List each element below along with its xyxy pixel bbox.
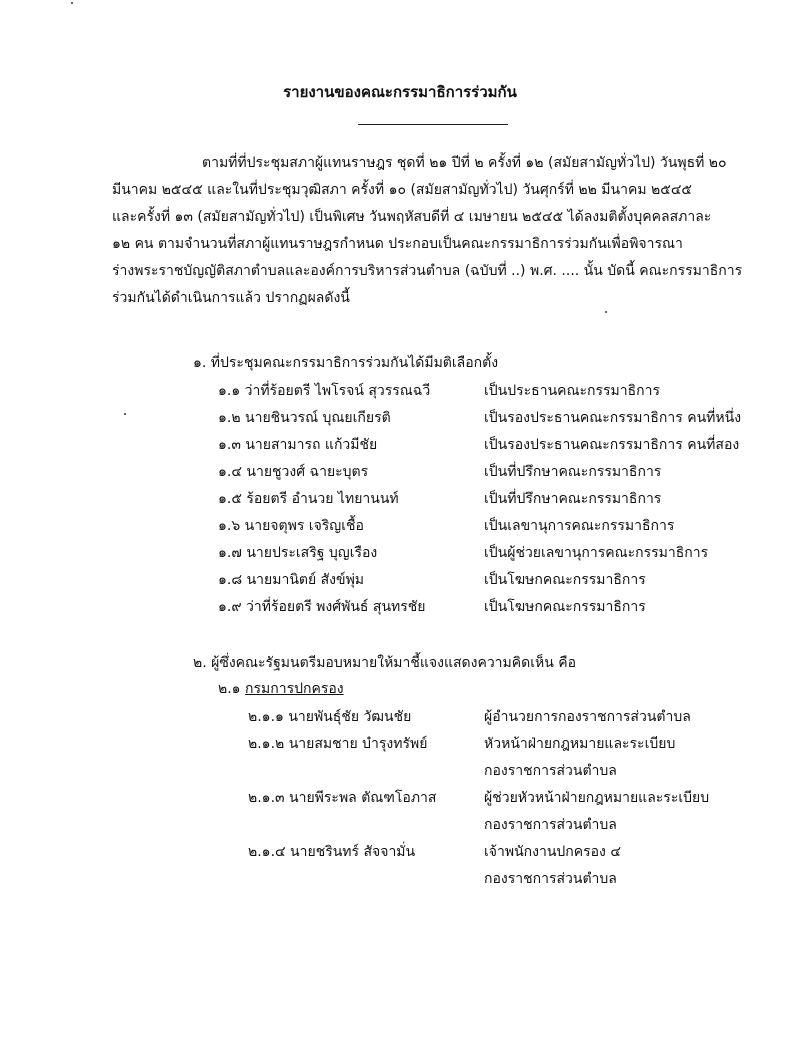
member-name: ๑.๔ นายชูวงศ์ ฉายะบุตร [218, 464, 369, 480]
official-position: กองราชการส่วนตำบล [484, 763, 617, 779]
member-role: เป็นโฆษกคณะกรรมาธิการ [484, 599, 646, 615]
official-position: ผู้อำนวยการกองราชการส่วนตำบล [484, 709, 691, 725]
official-position: หัวหน้าฝ่ายกฎหมายและระเบียบ [484, 736, 676, 752]
intro-line: ร่วมกันได้ดำเนินการแล้ว ปรากฏผลดังนี้ [112, 290, 350, 306]
member-role: เป็นที่ปรึกษาคณะกรรมาธิการ [484, 491, 662, 507]
section2-heading: ๒. ผู้ซึ่งคณะรัฐมนตรีมอบหมายให้มาชี้แจงแสดงความคิดเห็น คือ [193, 655, 577, 671]
intro-line: และครั้งที่ ๑๓ (สมัยสามัญทั่วไป) เป็นพิเศษ วันพฤหัสบดีที่ ๔ เมษายน ๒๕๔๕ ได้ลงมติตั้งบุคคลสภาละ [112, 209, 712, 225]
intro-line: ๑๒ คน ตามจำนวนที่สภาผู้แทนราษฎรกำหนด ประกอบเป็นคณะกรรมาธิการร่วมกันเพื่อพิจารณา [112, 236, 683, 252]
official-position: เจ้าพนักงานปกครอง ๔ [484, 844, 621, 860]
intro-line: ตามที่ที่ประชุมสภาผู้แทนราษฎร ชุดที่ ๒๑ ปีที่ ๒ ครั้งที่ ๑๒ (สมัยสามัญทั่วไป) วันพุธที่ ๒๐ [202, 155, 727, 171]
member-name: ๑.๓ นายสามารถ แก้วมีชัย [218, 437, 378, 453]
official-position: กองราชการส่วนตำบล [484, 871, 617, 887]
intro-line: มีนาคม ๒๕๔๕ และในที่ประชุมวุฒิสภา ครั้งที่ ๑๐ (สมัยสามัญทั่วไป) วันศุกร์ที่ ๒๒ มีนาคม ๒๕๔๕ [112, 182, 693, 198]
member-role: เป็นโฆษกคณะกรรมาธิการ [484, 572, 646, 588]
member-role: เป็นเลขานุการคณะกรรมาธิการ [484, 518, 675, 534]
official-position: กองราชการส่วนตำบล [484, 817, 617, 833]
document-title: รายงานของคณะกรรมาธิการร่วมกัน [283, 83, 517, 101]
member-role: เป็นผู้ช่วยเลขานุการคณะกรรมาธิการ [484, 545, 709, 561]
title-underline [358, 124, 508, 125]
member-name: ๑.๗ นายประเสริฐ บุญเรือง [218, 545, 378, 561]
member-name: ๑.๑ ว่าที่ร้อยตรี ไพโรจน์ สุวรรณฉวี [218, 383, 431, 399]
official-position: ผู้ช่วยหัวหน้าฝ่ายกฎหมายและระเบียบ [484, 790, 710, 806]
official-name: ๒.๑.๑ นายพันธุ์ชัย วัฒนชัย [248, 709, 412, 725]
section1-heading: ๑. ที่ประชุมคณะกรรมาธิการร่วมกันได้มีมติเลือกตั้ง [193, 355, 499, 371]
intro-line: ร่างพระราชบัญญัติสภาตำบลและองค์การบริหารส่วนตำบล (ฉบับที่ ..) พ.ศ. .... นั้น บัดนี้ คณะกรรมาธิการ [112, 263, 743, 279]
subsection-title: กรมการปกครอง [245, 681, 344, 697]
member-role: เป็นรองประธานคณะกรรมาธิการ คนที่สอง [484, 437, 740, 453]
scan-speck [605, 311, 607, 313]
subsection-heading [218, 678, 344, 700]
member-role: เป็นรองประธานคณะกรรมาธิการ คนที่หนึ่ง [484, 410, 742, 426]
member-name: ๑.๒ นายชินวรณ์ บุณยเกียรติ [218, 410, 391, 426]
member-name: ๑.๘ นายมานิตย์ สังข์พุ่ม [218, 572, 365, 588]
member-role: เป็นประธานคณะกรรมาธิการ [484, 383, 661, 399]
official-name: ๒.๑.๔ นายชรินทร์ สัจจามั่น [248, 844, 416, 860]
member-role: เป็นที่ปรึกษาคณะกรรมาธิการ [484, 464, 662, 480]
official-name: ๒.๑.๓ นายพีระพล ตัณฑโอภาส [248, 790, 437, 806]
scan-speck [71, 2, 73, 4]
member-name: ๑.๖ นายจตุพร เจริญเชื้อ [218, 518, 364, 534]
official-name: ๒.๑.๒ นายสมชาย บำรุงทรัพย์ [248, 736, 428, 752]
intro-paragraph [112, 150, 752, 312]
member-name: ๑.๙ ว่าที่ร้อยตรี พงศ์พันธ์ สุนทรชัย [218, 599, 426, 615]
subsection-number: ๒.๑ [218, 681, 241, 697]
member-name: ๑.๕ ร้อยตรี อำนวย ไทยานนท์ [218, 491, 399, 507]
scan-speck [124, 413, 126, 415]
